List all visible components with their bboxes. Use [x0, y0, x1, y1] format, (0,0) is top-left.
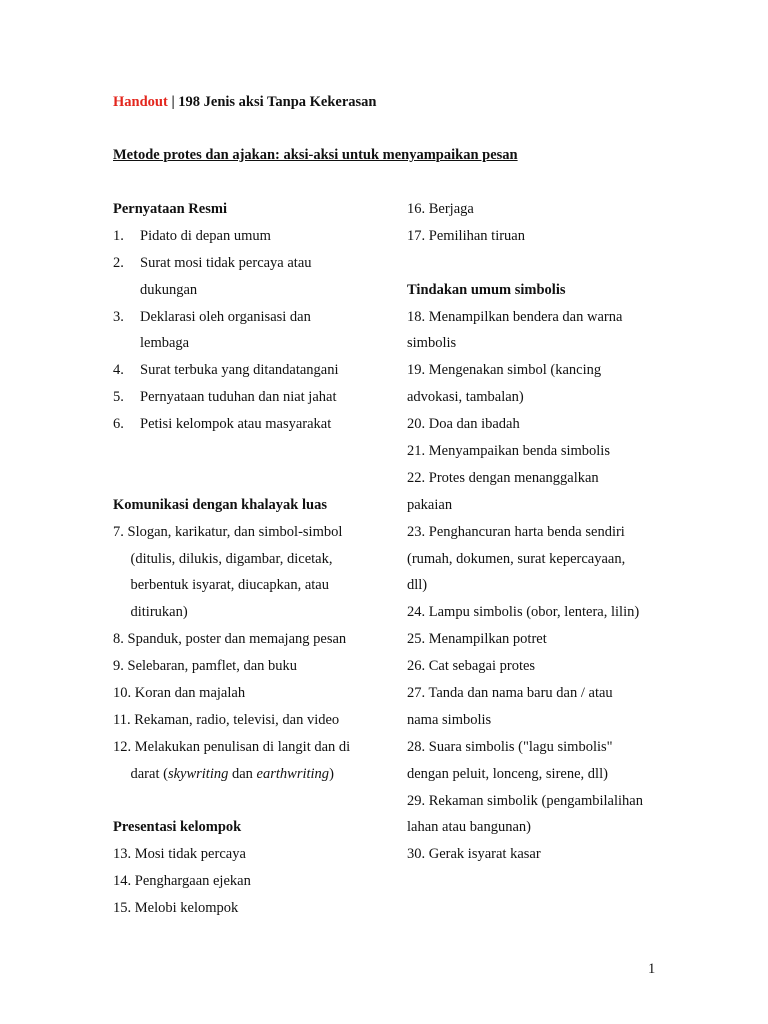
list-item: 23. Penghancuran harta benda sendiri [407, 523, 625, 540]
list-item: 24. Lampu simbolis (obor, lentera, lilin) [407, 604, 640, 621]
list-item: 14. Penghargaan ejekan [113, 873, 251, 890]
list-item: 12. Melakukan penulisan di langit dan di [113, 738, 351, 755]
list-item: 6. Petisi kelompok atau masyarakat [113, 416, 332, 433]
list-item: 21. Menyampaikan benda simbolis [407, 443, 610, 460]
list-item: nama simbolis [407, 711, 492, 728]
list-item: 22. Protes dengan menanggalkan [407, 469, 599, 486]
list-item: 5. Pernyataan tuduhan dan niat jahat [113, 389, 337, 406]
handout-tag: Handout [113, 94, 168, 110]
list-item: dengan peluit, lonceng, sirene, dll) [407, 765, 608, 782]
list-item: 27. Tanda dan nama baru dan / atau [407, 685, 613, 702]
list-item: simbolis [407, 335, 457, 352]
list-item: 25. Menampilkan potret [407, 631, 547, 648]
title-separator: | [167, 94, 179, 110]
list-item-continuation: ditirukan) [130, 604, 188, 621]
list-item: 2. Surat mosi tidak percaya atau [113, 254, 312, 271]
heading-pernyataan-resmi: Pernyataan Resmi [113, 201, 227, 217]
list-item-continuation: darat (skywriting dan earthwriting) [130, 765, 334, 782]
list-item: 17. Pemilihan tiruan [407, 227, 525, 244]
list-item: 19. Mengenakan simbol (kancing [407, 362, 602, 379]
list-item-continuation: lembaga [140, 335, 190, 352]
list-item: 30. Gerak isyarat kasar [407, 846, 541, 863]
list-item: 26. Cat sebagai protes [407, 658, 536, 675]
list-item: 7. Slogan, karikatur, dan simbol-simbol [113, 523, 343, 540]
title-text: 198 Jenis aksi Tanpa Kekerasan [178, 94, 377, 110]
list-item: dll) [407, 577, 428, 594]
list-item: advokasi, tambalan) [407, 389, 524, 406]
section-subtitle: Metode protes dan ajakan: aksi-aksi untuk menyampaikan pesan [113, 147, 518, 163]
list-item: 4. Surat terbuka yang ditandatangani [113, 362, 339, 379]
list-item: pakaian [407, 496, 453, 513]
heading-komunikasi: Komunikasi dengan khalayak luas [113, 496, 327, 513]
list-item: 15. Melobi kelompok [113, 900, 239, 917]
list-item: 29. Rekaman simbolik (pengambilalihan [407, 792, 643, 809]
list-item: 3. Deklarasi oleh organisasi dan [113, 308, 311, 325]
heading-tindakan-simbolis: Tindakan umum simbolis [407, 281, 566, 298]
document-title [113, 94, 377, 111]
list-item: 13. Mosi tidak percaya [113, 846, 246, 863]
heading-presentasi: Presentasi kelompok [113, 819, 242, 836]
list-item: 8. Spanduk, poster dan memajang pesan [113, 631, 347, 648]
list-item: 20. Doa dan ibadah [407, 416, 520, 433]
list-item: 10. Koran dan majalah [113, 685, 246, 702]
list-item: 11. Rekaman, radio, televisi, dan video [113, 711, 340, 728]
list-item: (rumah, dokumen, surat kepercayaan, [407, 550, 626, 567]
list-item: 28. Suara simbolis ("lagu simbolis" [407, 738, 613, 755]
list-item: 1. Pidato di depan umum [113, 227, 271, 244]
list-item: 18. Menampilkan bendera dan warna [407, 308, 623, 325]
list-item-continuation: (ditulis, dilukis, digambar, dicetak, [130, 550, 333, 567]
list-item: 9. Selebaran, pamflet, dan buku [113, 658, 298, 675]
list-item-continuation: dukungan [140, 281, 198, 298]
page-number: 1 [648, 961, 656, 977]
right-column [407, 201, 687, 873]
list-item: lahan atau bangunan) [407, 819, 532, 836]
left-column [113, 201, 383, 927]
list-item-continuation: berbentuk isyarat, diucapkan, atau [130, 577, 329, 594]
list-item: 16. Berjaga [407, 201, 474, 217]
